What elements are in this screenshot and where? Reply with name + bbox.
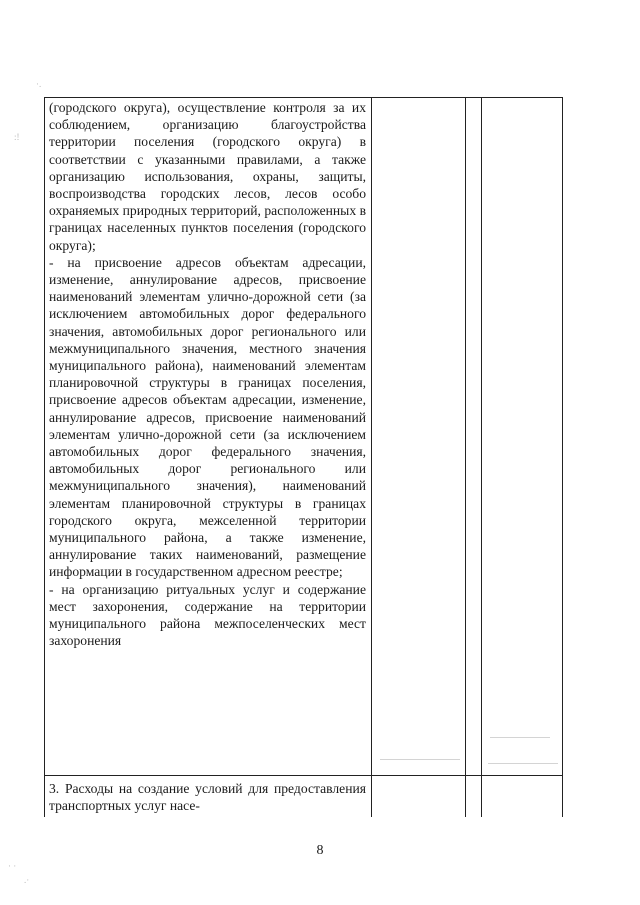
table-cell-description: [49, 99, 366, 650]
table-border-right: [562, 97, 563, 817]
scan-artifact: [490, 737, 550, 738]
table-border-col3: [481, 97, 482, 817]
scan-artifact: [380, 759, 460, 760]
table-border-top: [44, 97, 563, 98]
paragraph-landscaping: (городского округа), осуществление контроля за их соблюдением, организацию благоустройства территории поселения (городского округа) в соответствии с указанными правилами, а также организацию использования, охраны, защиты, воспроизводства городских лесов, лесов особо охраняемых природных территорий, расположенных в границах населенных пунктов поселения (городского округа);: [49, 100, 366, 253]
paragraph-burial: - на организацию ритуальных услуг и содержание мест захоронения, содержание на территории муниципального района межпоселенческих мест захоронения: [49, 581, 366, 649]
scan-speck: :!: [14, 132, 20, 142]
paragraph-addressing: - на присвоение адресов объектам адресации, изменение, аннулирование адресов, присвоение наименований элементам улично-дорожной сети (за исключением автомобильных дорог федерального значения, автомобильных дорог регионального или межмуниципального значения, местного значения муниципального района), наименований элементам планировочной структуры в границах поселения, присвоение адресов объектам адресации, изменение, аннулирование адресов, присвоение наименований элементам улично-дорожной сети (за исключением автомобильных дорог федерального значения, автомобильных дорог регионального или межмуниципального значения), наименований элементам планировочной структуры в границах городского округа, межселенной территории муниципального района, а также изменение, аннулирование таких наименований, размещение информации в государственном адресном реестре;: [49, 254, 366, 580]
table-row-divider: [44, 775, 563, 776]
table-cell-transport: [49, 780, 366, 814]
table-border-col1: [371, 97, 372, 817]
scan-speck: · ·: [8, 861, 17, 871]
page-number: 8: [316, 843, 324, 858]
table-border-left: [44, 97, 45, 817]
budget-table: [44, 97, 563, 817]
scan-artifact: [488, 763, 558, 764]
paragraph-transport: 3. Расходы на создание условий для предоставления транспортных услуг насе-: [49, 781, 366, 814]
scan-speck: ·.: [36, 79, 42, 89]
scan-speck: .·: [24, 875, 30, 885]
table-border-col2: [465, 97, 466, 817]
